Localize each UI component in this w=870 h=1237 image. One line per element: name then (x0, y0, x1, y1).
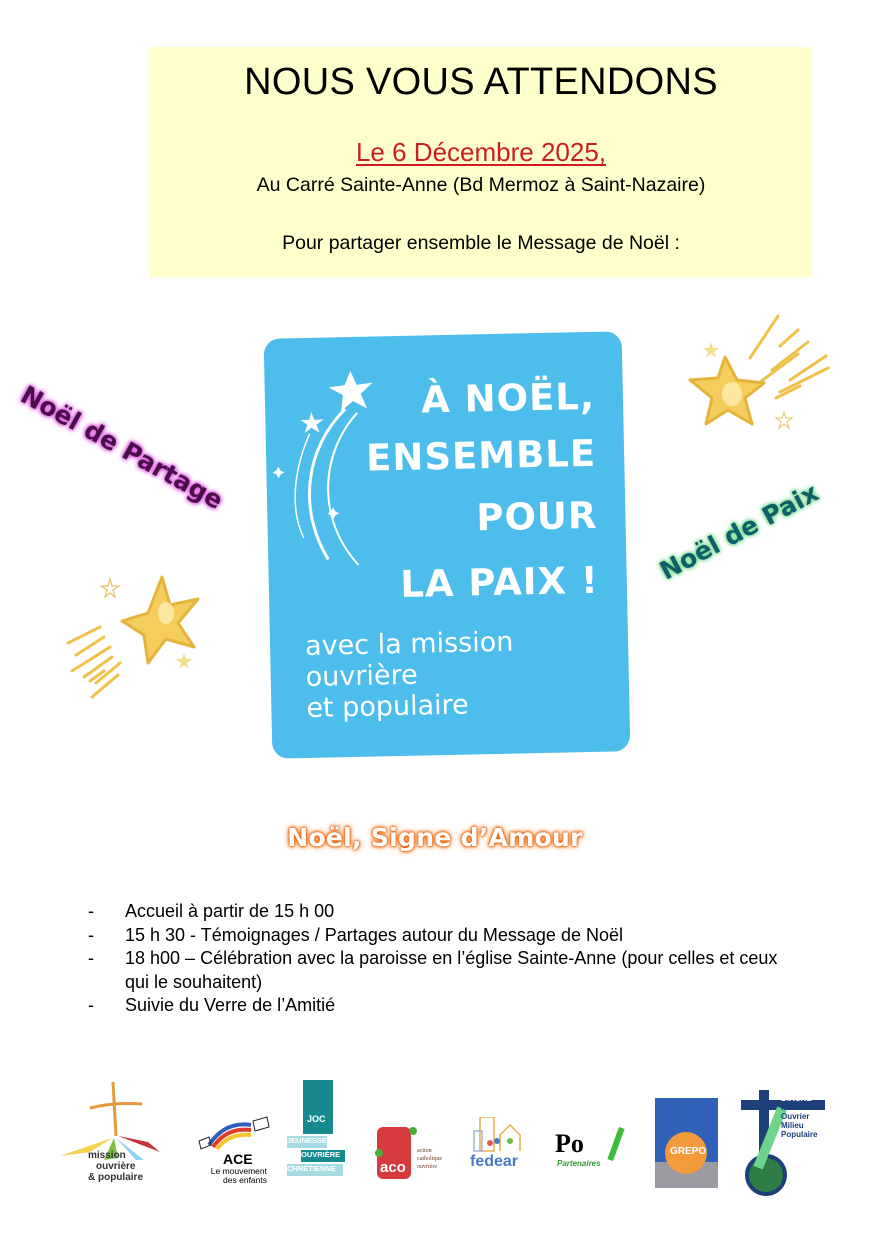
logo-text: ouvrière (96, 1161, 136, 1172)
event-message: Pour partager ensemble le Message de Noël : (282, 232, 680, 254)
logo-text: mission (88, 1150, 126, 1161)
logo-aco (375, 1125, 445, 1183)
bullet-dash: - (88, 995, 94, 1015)
poster-headline-line: ENSEMBLE (365, 431, 597, 480)
logo-text: CHRÉTIENNE (287, 1164, 343, 1176)
logo-text: des enfants (223, 1175, 267, 1185)
buildings-icon (470, 1117, 530, 1153)
poster-subline-line: ouvrière (305, 659, 418, 693)
list-item (88, 924, 805, 948)
shooting-star-icon (680, 312, 840, 442)
list-item (88, 994, 805, 1018)
logo-diacre (735, 1090, 830, 1190)
poster-subline (305, 627, 515, 724)
logo-po (555, 1125, 640, 1175)
logo-text: Populaire (781, 1130, 818, 1139)
list-item (88, 947, 805, 994)
logo-text: catholique (417, 1156, 442, 1162)
wordart-signe-damour: Noël, Signe d’Amour (287, 823, 583, 852)
logo-text: ACE (223, 1151, 253, 1167)
logo-text: aco (380, 1159, 406, 1176)
bullet-dash: - (88, 948, 94, 968)
wordart-noel-de-paix: Noël de Paix (655, 477, 824, 586)
logo-text: JOC (307, 1114, 326, 1124)
logo-text: Le mouvement (210, 1166, 267, 1176)
logo-text: Milieu (781, 1121, 804, 1130)
logo-fedear (470, 1117, 530, 1185)
bullet-dash: - (88, 901, 94, 921)
poster-headline-line: À NOËL, (420, 374, 596, 422)
poster-headline-line: LA PAIX ! (399, 558, 600, 606)
event-date: Le 6 Décembre 2025, (355, 137, 607, 167)
logo-text: GREPO (670, 1146, 707, 1157)
logo-mission-ouvriere-populaire (60, 1080, 185, 1202)
list-item-text: Accueil à partir de 15 h 00 (125, 901, 335, 921)
poster-subline-line: avec la mission (304, 626, 514, 662)
logo-text: OUVRIÈRE (301, 1150, 345, 1162)
logo-text: Monde (781, 1103, 807, 1112)
list-item-text: 18 h00 – Célébration avec la paroisse en l’église Sainte-Anne (pour celles et ceux qui le souhaitent) (125, 948, 778, 992)
wordart-noel-de-partage: Noël de Partage (15, 380, 229, 516)
poster-card (264, 331, 631, 758)
program-list (88, 900, 805, 1018)
poster-subline-line: et populaire (306, 689, 470, 724)
logo-text: DIACRE (781, 1094, 812, 1103)
poster-headline-line: POUR (475, 493, 598, 540)
page-title: NOUS VOUS ATTENDONS (244, 61, 718, 103)
list-item-text: Suivie du Verre de l’Amitié (125, 995, 336, 1015)
list-item-text: 15 h 30 - Témoignages / Partages autour du Message de Noël (125, 924, 623, 945)
logo-text: ouvrière (417, 1164, 437, 1170)
logo-text: Po (555, 1129, 584, 1158)
header-box (150, 47, 812, 277)
logo-text: action (417, 1148, 432, 1154)
list-item (88, 900, 805, 924)
logo-ace (195, 1115, 275, 1190)
logo-text: Ouvrier (781, 1112, 810, 1121)
cross-icon (60, 1080, 185, 1160)
rainbow-hands-icon (195, 1115, 275, 1153)
bullet-dash: - (88, 924, 94, 945)
logo-text: Partenaires (557, 1159, 601, 1168)
logo-text: fedear (470, 1153, 519, 1170)
logo-grepo (655, 1098, 718, 1188)
logo-text: & populaire (88, 1172, 144, 1183)
event-venue: Au Carré Sainte-Anne (Bd Mermoz à Saint-Nazaire) (256, 174, 706, 196)
shooting-star-icon (62, 565, 217, 705)
logo-joc (285, 1080, 345, 1185)
logo-text: JEUNESSE (287, 1136, 327, 1148)
